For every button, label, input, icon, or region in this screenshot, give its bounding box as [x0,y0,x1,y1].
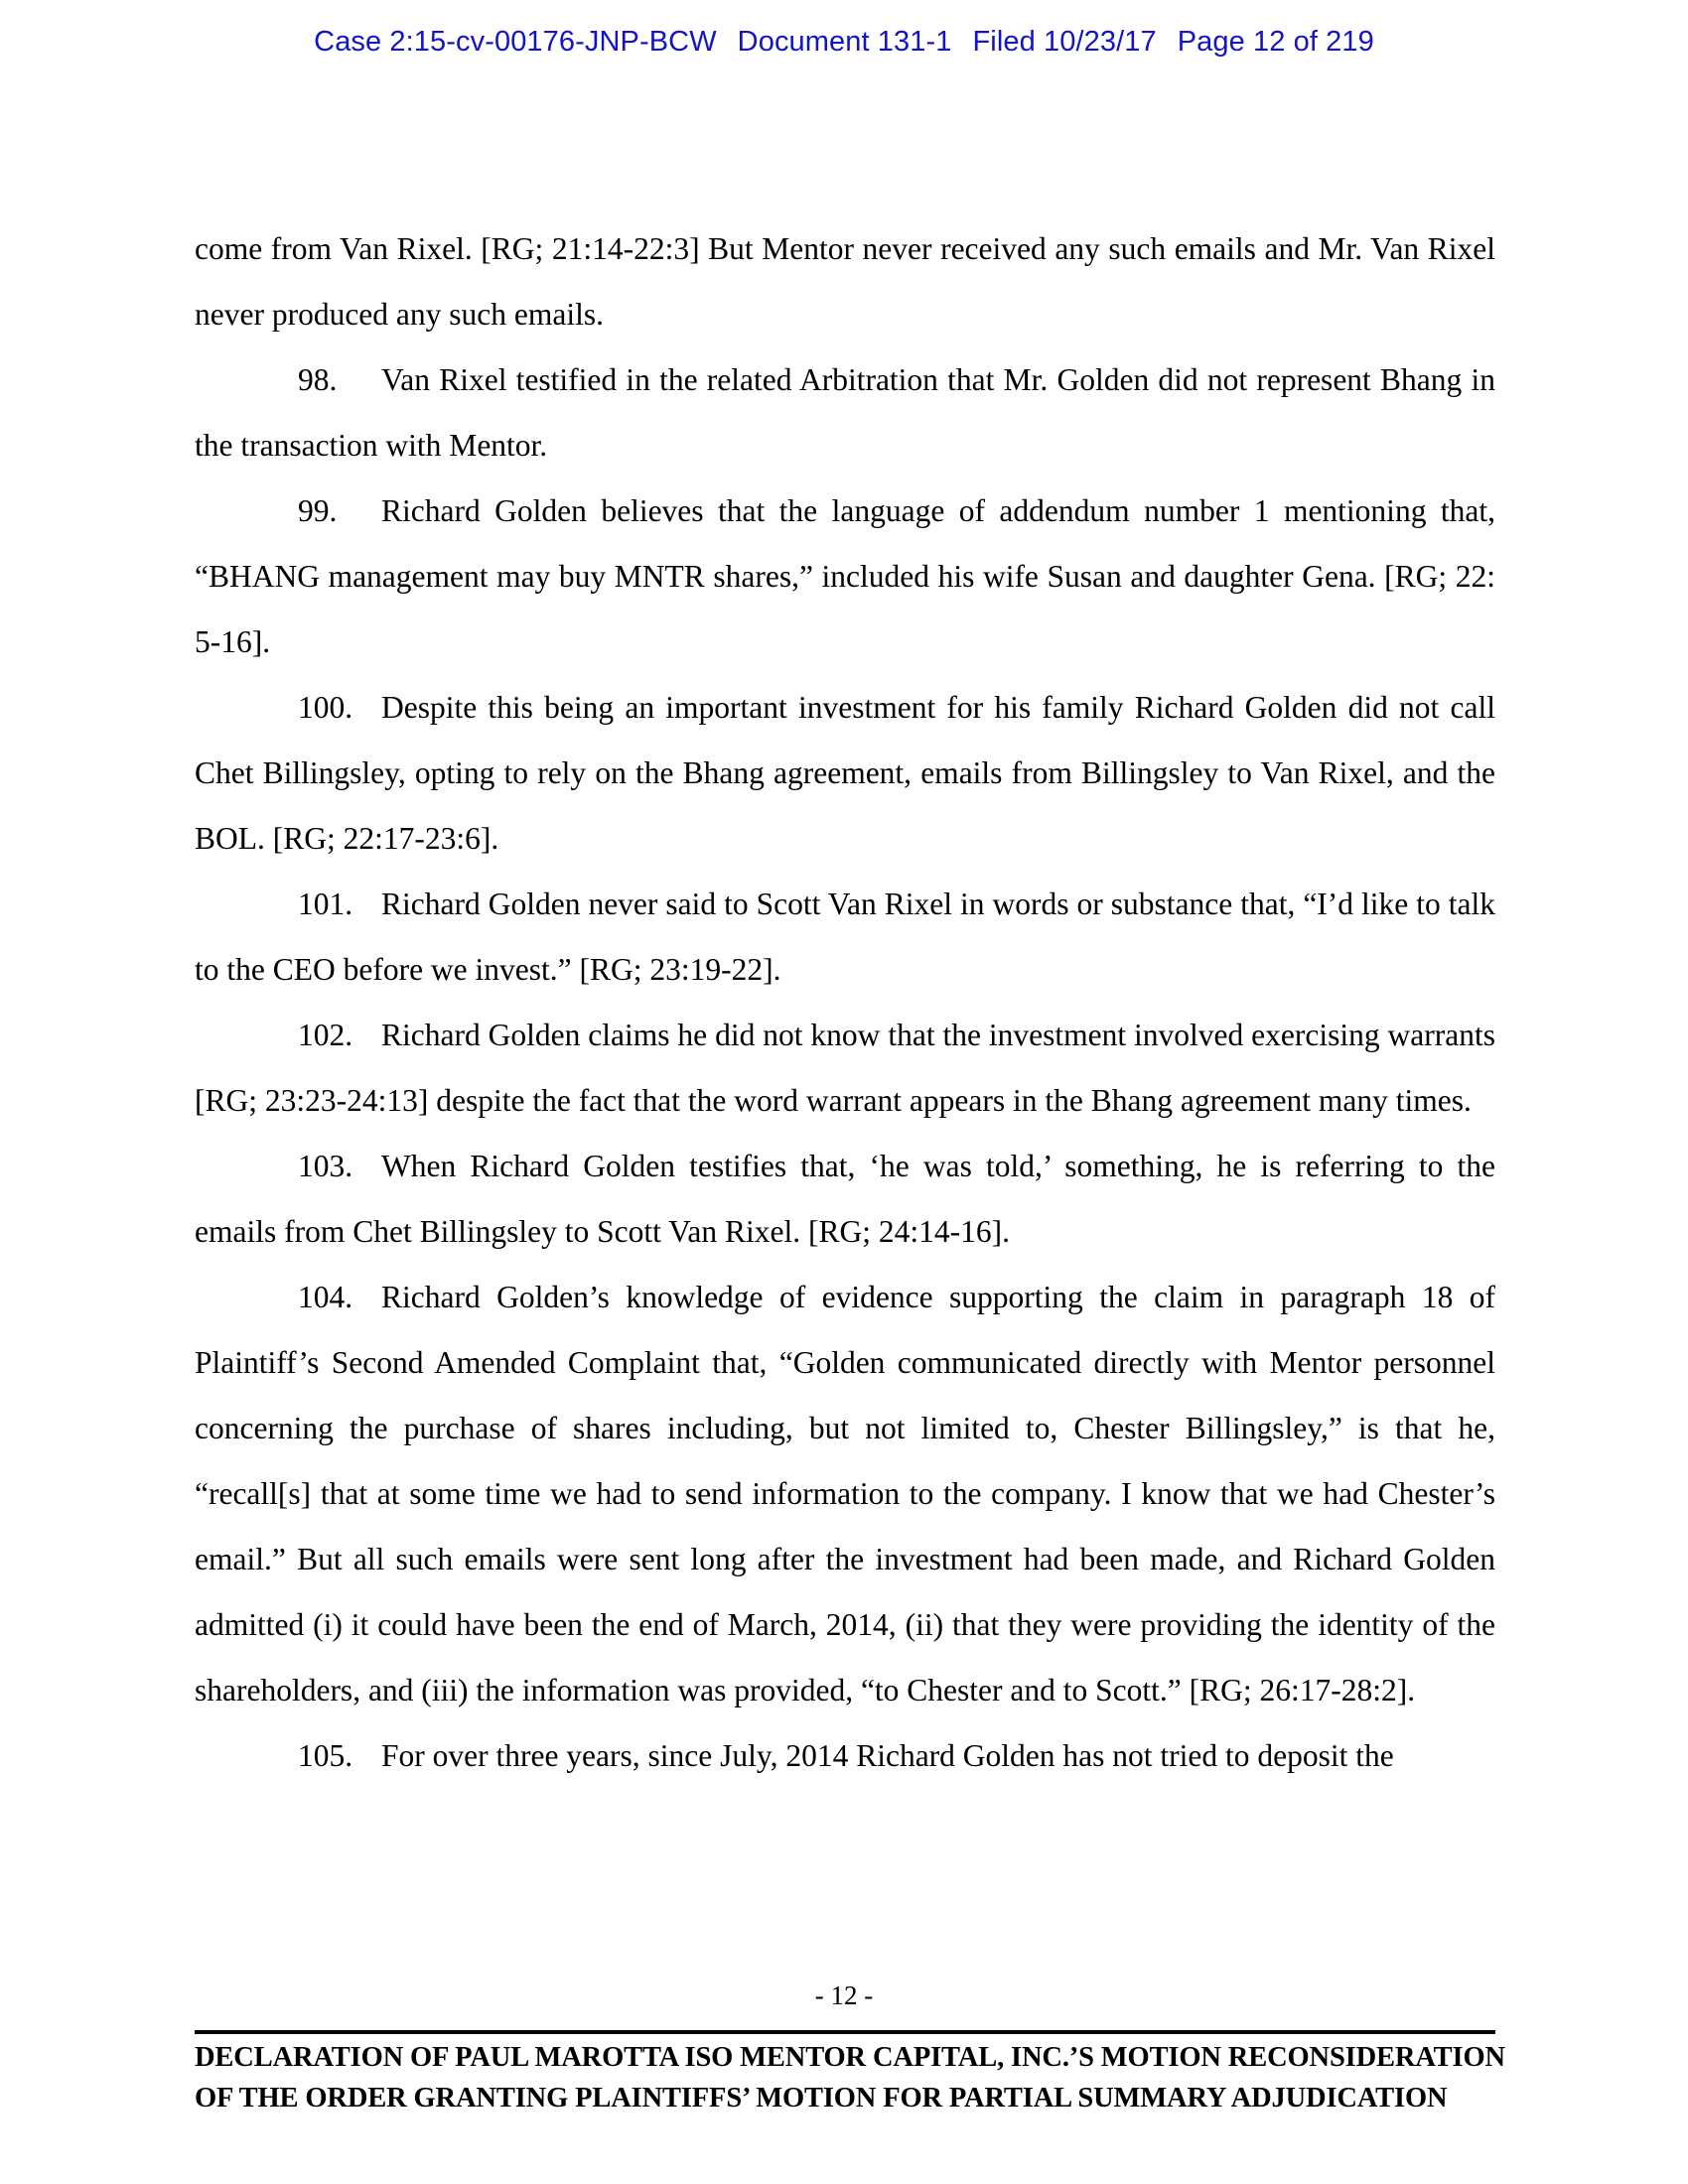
numbered-paragraph-100 [195,675,1495,872]
paragraph-number: 105. [298,1738,353,1773]
ecf-header-stamp [0,26,1688,59]
paragraph-text: When Richard Golden testifies that, ‘he was told,’ something, he is referring to the emails from Chet Billingsley to Scott Van Rixel. [RG; 24:14-16]. [195,1149,1495,1249]
ecf-filed-date: Filed 10/23/17 [972,26,1157,58]
paragraph-text: Despite this being an important investment for his family Richard Golden did not call Chet Billingsley, opting to rely on the Bhang agreement, emails from Billingsley to Van Rixel, and the BOL. [RG; 22:17-23:6]. [195,690,1495,856]
paragraph-text: Richard Golden believes that the language of addendum number 1 mentioning that, “BHANG management may buy MNTR shares,” included his wife Susan and daughter Gena. [RG; 22: 5-16]. [195,493,1495,659]
continued-paragraph: come from Van Rixel. [RG; 21:14-22:3] But Mentor never received any such emails and Mr. Van Rixel never produced any such emails. [195,231,1495,332]
paragraph-text: Van Rixel testified in the related Arbitration that Mr. Golden did not represent Bhang in the transaction with Mentor. [195,362,1495,463]
paragraph-number: 100. [298,690,353,725]
ecf-document-number: Document 131-1 [737,26,952,58]
footer-caption-line-1: DECLARATION OF PAUL MAROTTA ISO MENTOR CAPITAL, INC.’S MOTION RECONSIDERATION [195,2042,1505,2073]
ecf-case-number: Case 2:15-cv-00176-JNP-BCW [314,26,717,58]
paragraph-number: 103. [298,1149,353,1183]
footer-divider [195,2030,1495,2034]
paragraph-text: Richard Golden never said to Scott Van Rixel in words or substance that, “I’d like to talk to the CEO before we invest.” [RG; 23:19-22]. [195,887,1495,987]
document-body [195,216,1495,1789]
paragraph-number: 98. [298,362,338,397]
numbered-paragraph-103 [195,1134,1495,1265]
ecf-page-indicator: Page 12 of 219 [1177,26,1374,58]
numbered-paragraph-102 [195,1003,1495,1134]
numbered-paragraph-98 [195,347,1495,478]
paragraph-text: Richard Golden claims he did not know that the investment involved exercising warrants [RG; 23:23-24:13] despite the fact that the word warrant appears in the Bhang agreement many times. [195,1018,1495,1118]
paragraph-number: 102. [298,1018,353,1052]
footer-caption [195,2037,1507,2118]
paragraph-number: 99. [298,493,338,528]
numbered-paragraph-104 [195,1265,1495,1723]
page-number: - 12 - [814,1980,874,2010]
paragraph-text: For over three years, since July, 2014 Richard Golden has not tried to deposit the [381,1738,1394,1773]
numbered-paragraph-99 [195,478,1495,675]
paragraph-text: Richard Golden’s knowledge of evidence supporting the claim in paragraph 18 of Plaintiff’s Second Amended Complaint that, “Golden communicated directly with Mentor personnel concerning the purchase of shares including, but not limited to, Chester Billingsley,” is that he, “recall[s] that at some time we had to send information to the company. I know that we had Chester’s email.” But all such emails were sent long after the investment had been made, and Richard Golden admitted (i) it could have been the end of March, 2014, (ii) that they were providing the identity of the shareholders, and (iii) the information was provided, “to Chester and to Scott.” [RG; 26:17-28:2]. [195,1280,1495,1707]
footer-caption-line-2: OF THE ORDER GRANTING PLAINTIFFS’ MOTION FOR PARTIAL SUMMARY ADJUDICATION [195,2083,1448,2114]
numbered-paragraph-101 [195,872,1495,1003]
numbered-paragraph-105 [195,1723,1495,1789]
paragraph-number: 101. [298,887,353,921]
paragraph-number: 104. [298,1280,353,1314]
